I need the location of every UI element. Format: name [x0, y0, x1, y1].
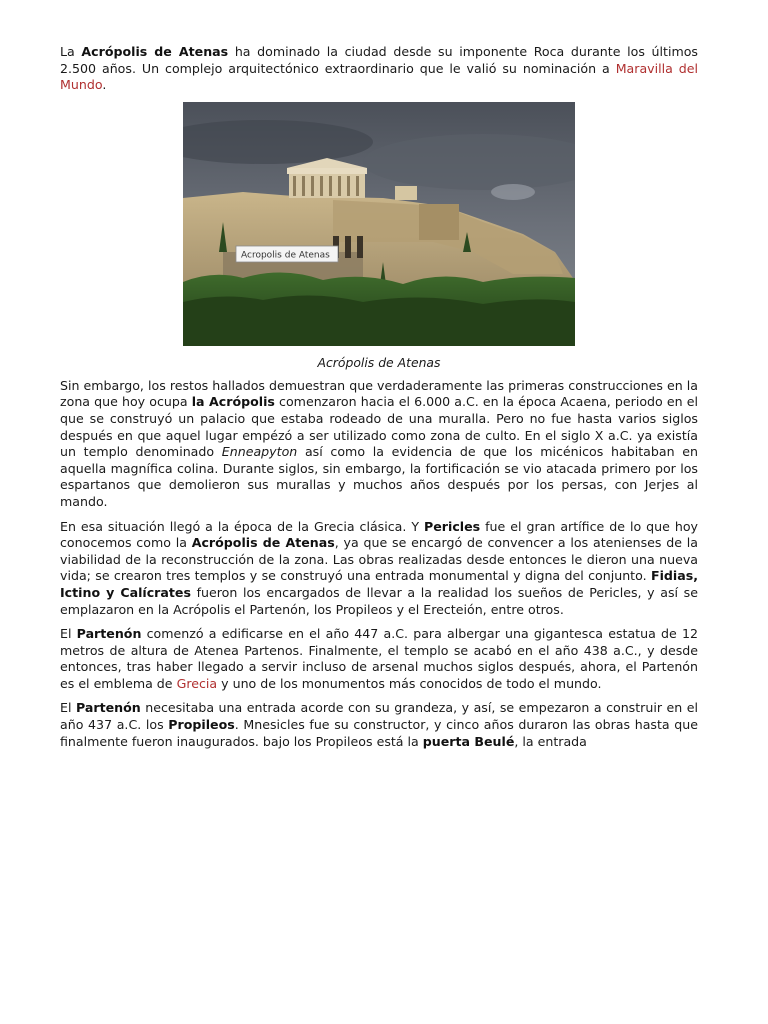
paragraph-3 — [60, 519, 698, 619]
text-run: ha dominado la ciudad desde su imponente Roca durante los últimos 2.500 años. Un complejo arquitectónico extraordinario que le valió su nominación a — [60, 44, 698, 76]
acropolis-photo — [183, 102, 575, 346]
acropolis-figure — [183, 102, 575, 370]
bold-term: Propileos — [168, 717, 235, 733]
bold-term: Acrópolis de Atenas — [191, 535, 335, 551]
text-run: fueron los encargados de llevar a la realidad los sueños de Pericles, y así se emplazaron en la Acrópolis el Partenón, los Propileos y el Erecteión, entre otros. — [60, 584, 698, 617]
maravilla-link[interactable]: Maravilla del Mundo — [60, 60, 699, 93]
bold-term: Partenón — [75, 700, 141, 716]
tooltip-label: Acropolis de Atenas — [241, 250, 330, 261]
intro-paragraph — [60, 44, 698, 94]
paragraph-4 — [60, 626, 698, 692]
paragraph-2 — [60, 378, 698, 511]
text-run: y uno de los monumentos más conocidos de todo el mundo. — [217, 675, 602, 691]
text-run: . — [102, 77, 107, 93]
text-run: comenzaron hacia el 6.000 a.C. en la época Acaena, periodo en el que se construyó un palacio que estaba rodeado de una muralla. Pero no fue hasta varios siglos después en que aquel lugar empézó a ser utilizado como zona de culto. En el siglo X a.C. ya existía un templo denominado — [60, 394, 698, 460]
text-run: En esa situación llegó a la época de la Grecia clásica. Y — [60, 518, 425, 534]
text-run: fue el gran artífice de lo que hoy conocemos como la — [60, 518, 698, 551]
text-run: así como la evidencia de que los micénicos habitaban en aquella magnífica colina. Durante siglos, sin embargo, la fortificación se vio atacada primero por los espartanos que demolieron sus murallas y muchos años después por los persas, con Jerjes al mando. — [60, 444, 698, 509]
text-run: El — [60, 626, 77, 642]
text-run: , ya que se encargó de convencer a los atenienses de la viabilidad de la reconstrucción de la zona. Las obras realizadas desde entonces le dieron una nueva vida; se crearon tres templos y se construyó una entrada monumental y digna del conjunto. — [60, 535, 698, 584]
text-run: La — [60, 44, 82, 59]
grecia-link[interactable]: Grecia — [176, 675, 218, 691]
text-run: Sin embargo, los restos hallados demuestran que verdaderamente las primeras construcciones en la zona que hoy ocupa — [60, 377, 698, 410]
image-tooltip — [236, 246, 338, 262]
document-page — [60, 44, 698, 758]
text-run: necesitaba una entrada acorde con su grandeza, y así, se empezaron a construir en el año 437 a.C. los — [60, 700, 698, 733]
bold-term: Pericles — [424, 518, 481, 534]
paragraph-5 — [60, 700, 698, 750]
text-run: El — [60, 700, 76, 716]
bold-term: la Acrópolis — [191, 394, 275, 410]
bold-term: Fidias, Ictino y Calícrates — [60, 568, 698, 600]
italic-term: Enneapyton — [221, 444, 298, 460]
text-run: . Mnesicles fue su constructor, y cinco años duraron las obras hasta que finalmente fueron inaugurados. bajo los Propileos está la — [60, 717, 698, 749]
bold-term: Partenón — [76, 626, 142, 642]
figure-caption: Acrópolis de Atenas — [317, 354, 441, 370]
text-run: , la entrada — [514, 733, 587, 749]
bold-term: Acrópolis de Atenas — [81, 44, 229, 59]
text-run: comenzó a edificarse en el año 447 a.C. para albergar una gigantesca estatua de 12 metros de altura de Atenea Partenos. Finalmente, el templo se acabó en el año 438 a.C., y desde entonces, tras haber llegado a servir incluso de arsenal muchos siglos después, ahora, el Partenón es el emblema de — [60, 626, 698, 691]
bold-term: puerta Beulé — [422, 733, 515, 749]
